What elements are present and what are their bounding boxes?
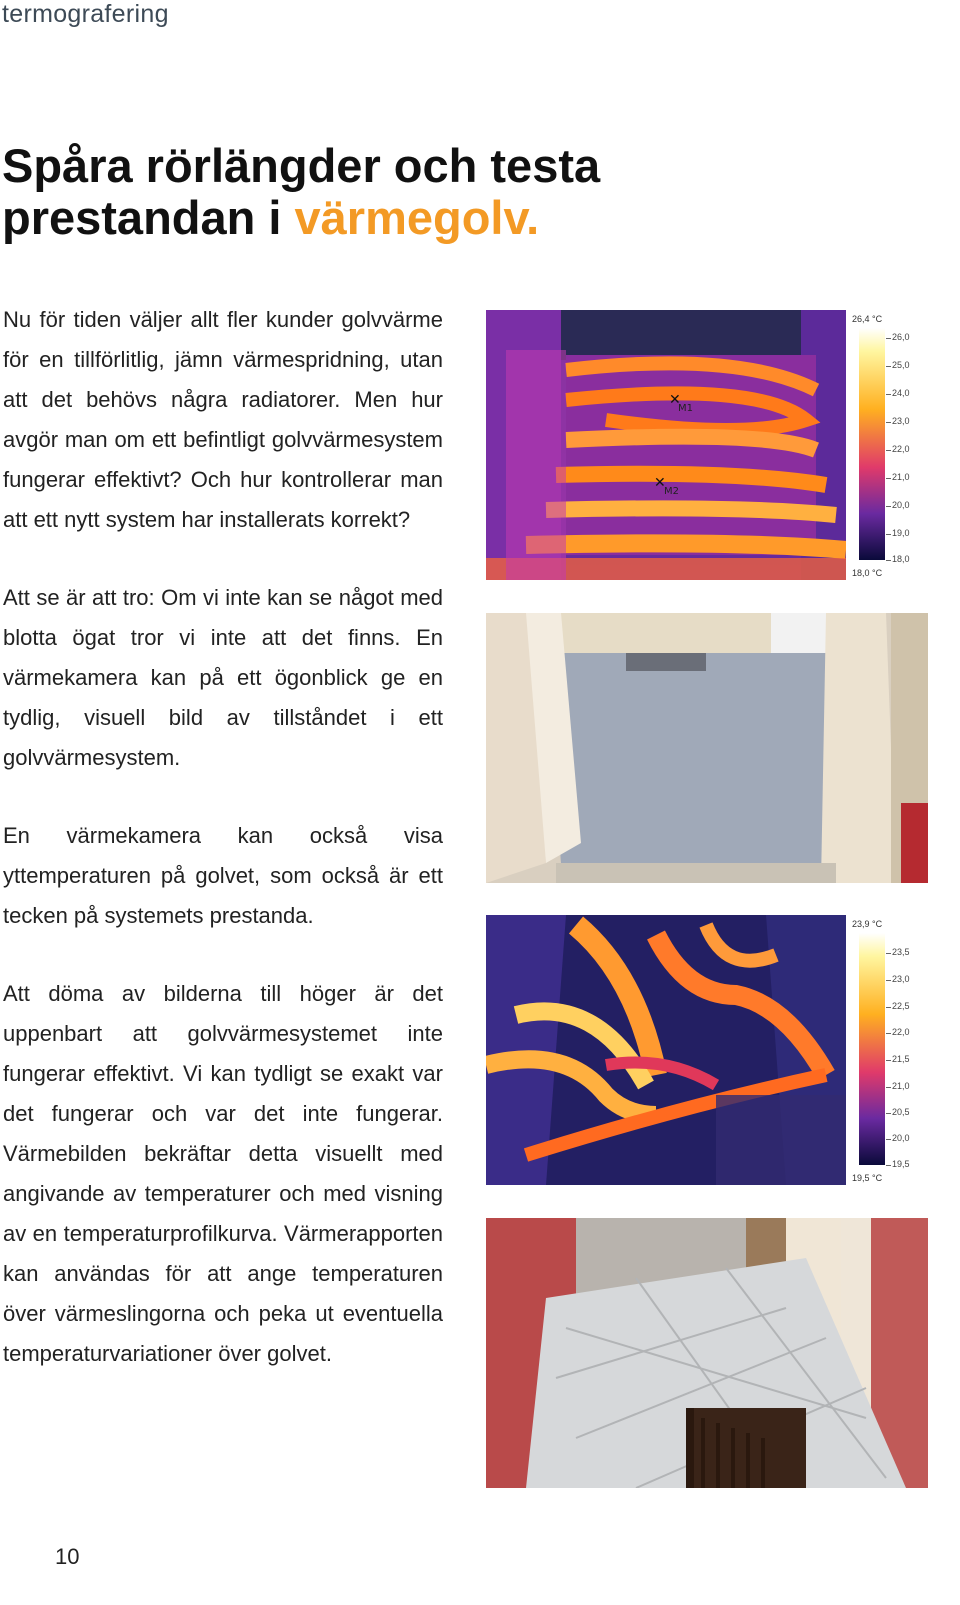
scale-tick: 26,0	[892, 332, 910, 342]
photo-floor-2	[486, 1218, 928, 1488]
scale-bar	[859, 933, 885, 1165]
page-title	[2, 140, 762, 244]
scale-tick: 19,0	[892, 528, 910, 538]
scale-tick: 23,5	[892, 947, 910, 957]
scale-tick: 20,0	[892, 1133, 910, 1143]
scale-tick: 19,5	[892, 1159, 910, 1169]
scale-tick: 22,0	[892, 1027, 910, 1037]
scale-tick: 20,0	[892, 500, 910, 510]
scale-tick: 18,0	[892, 554, 910, 564]
scale-max: 26,4 °C	[852, 314, 883, 324]
temperature-scale-2	[852, 915, 922, 1185]
svg-text:✕: ✕	[669, 392, 681, 408]
scale-tick: 23,0	[892, 416, 910, 426]
paragraph-surface: En värmekamera kan också visa yttemperaturen på golvet, som också är ett tecken på systemets prestanda.	[3, 823, 443, 928]
scale-tick: 24,0	[892, 388, 910, 398]
scale-tick: 25,0	[892, 360, 910, 370]
marker-m1: M1	[678, 403, 693, 414]
temperature-scale-1	[852, 310, 922, 580]
scale-tick: 22,0	[892, 444, 910, 454]
svg-text:✕: ✕	[654, 475, 666, 491]
photo-floor-1	[486, 613, 928, 883]
thermal-image-1	[486, 310, 928, 580]
scale-bar	[859, 328, 885, 560]
scale-min: 19,5 °C	[852, 1173, 883, 1183]
title-accent: värmegolv.	[294, 191, 540, 244]
scale-tick: 20,5	[892, 1107, 910, 1117]
scale-min: 18,0 °C	[852, 568, 883, 578]
scale-tick: 22,5	[892, 1001, 910, 1011]
title-line-1: Spåra rörlängder och testa	[2, 139, 601, 192]
scale-tick: 21,5	[892, 1054, 910, 1064]
paragraph-intro: Nu för tiden väljer allt fler kunder golvvärme för en tillförlitlig, jämn värmespridning, utan att det behövs några radiatorer. Men hur avgör man om ett befintligt golvvärmesystem fungerar effektivt? Och hur kontrollerar man att ett nytt system har installerats korrekt?	[3, 307, 443, 532]
title-line-2: prestandan i	[2, 191, 295, 244]
scale-tick: 21,0	[892, 1081, 910, 1091]
page-number: 10	[55, 1544, 80, 1569]
scale-max: 23,9 °C	[852, 919, 883, 929]
body-text	[3, 300, 443, 1412]
scale-tick: 21,0	[892, 472, 910, 482]
paragraph-conclusion: Att döma av bilderna till höger är det uppenbart att golvvärmesystemet inte fungerar effektivt. Vi kan tydligt se exakt var det fungerar och var det inte fungerar. Värmebilden bekräftar detta visuellt med angivande av temperaturer och med visning av en temperaturprofilkurva. Värmerapporten kan användas för att ange temperaturen över värmeslingorna och peka ut eventuella temperaturvariationer över golvet.	[3, 981, 443, 1366]
section-label: termografering	[2, 0, 169, 28]
scale-tick: 23,0	[892, 974, 910, 984]
marker-m2: M2	[664, 486, 679, 497]
paragraph-seeing: Att se är att tro: Om vi inte kan se något med blotta ögat tror vi inte att det finns. En värmekamera kan på ett ögonblick ge en tydlig, visuell bild av tillståndet i ett golvvärmesystem.	[3, 585, 443, 770]
thermal-image-2	[486, 915, 928, 1185]
